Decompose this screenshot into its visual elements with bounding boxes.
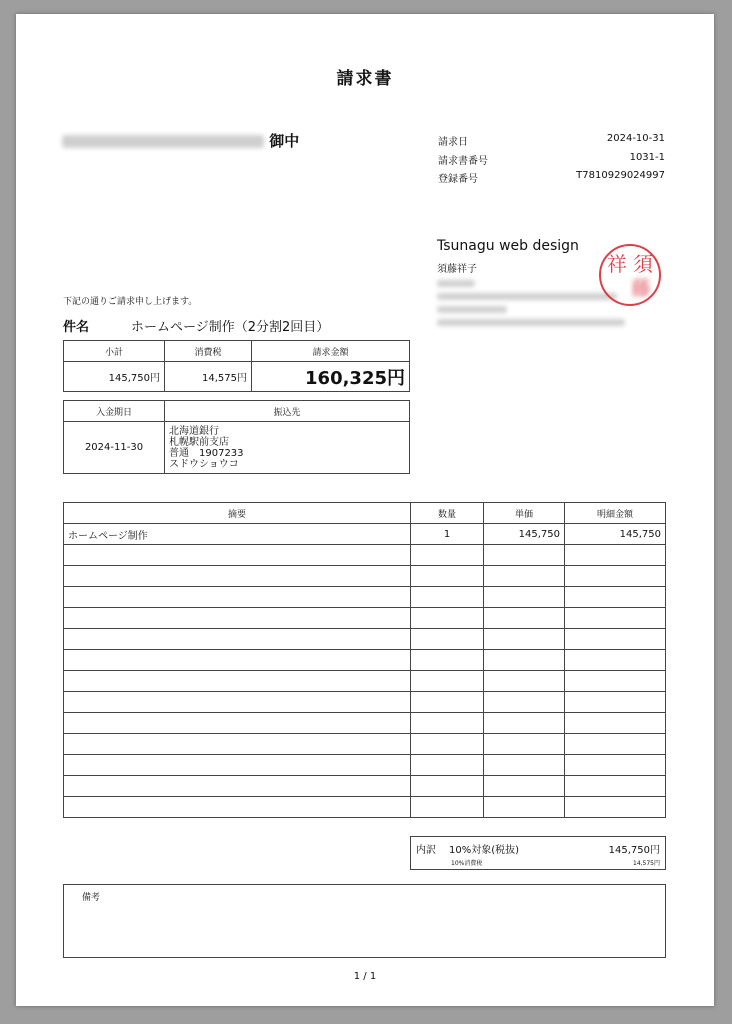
empty-cell [484, 608, 565, 629]
subtotal-header: 小計 [64, 341, 165, 362]
tax-header: 消費税 [165, 341, 252, 362]
empty-cell [484, 566, 565, 587]
due-date-header: 入金期日 [64, 401, 165, 422]
empty-cell [411, 755, 484, 776]
empty-cell [411, 797, 484, 818]
empty-cell [411, 566, 484, 587]
item-qty: 1 [411, 524, 484, 545]
remarks-box [63, 884, 666, 958]
empty-cell [484, 713, 565, 734]
breakdown-label: 内訳 [416, 845, 436, 856]
empty-cell [484, 797, 565, 818]
amount-header: 明細金額 [565, 503, 666, 524]
empty-cell [411, 734, 484, 755]
empty-cell [411, 608, 484, 629]
invoice-number-label: 請求書番号 [438, 156, 488, 167]
empty-cell [565, 650, 666, 671]
invoice-page [16, 14, 714, 1006]
seal-stamp [599, 244, 661, 306]
tax-breakdown [410, 836, 666, 870]
empty-cell [64, 608, 411, 629]
empty-cell [565, 776, 666, 797]
empty-cell [64, 734, 411, 755]
empty-cell [484, 650, 565, 671]
table-row [64, 587, 666, 608]
seal-char-2: 須 [633, 252, 653, 276]
empty-cell [484, 587, 565, 608]
empty-cell [484, 776, 565, 797]
empty-cell [64, 755, 411, 776]
empty-cell [411, 587, 484, 608]
empty-cell [411, 545, 484, 566]
table-row [64, 692, 666, 713]
item-amount: 145,750 [565, 524, 666, 545]
empty-cell [64, 545, 411, 566]
table-row [64, 776, 666, 797]
empty-cell [411, 671, 484, 692]
empty-cell [484, 671, 565, 692]
table-row [64, 755, 666, 776]
empty-cell [64, 692, 411, 713]
empty-cell [484, 545, 565, 566]
table-row [64, 566, 666, 587]
total-amount: 160,325円 [252, 362, 410, 392]
invoice-date-label: 請求日 [438, 137, 468, 148]
breakdown-line-value: 145,750円 [608, 845, 660, 856]
empty-cell [565, 629, 666, 650]
issuer-company: Tsunagu web design [437, 238, 579, 254]
empty-cell [411, 776, 484, 797]
table-row [64, 734, 666, 755]
invoice-date-value: 2024-10-31 [606, 133, 665, 144]
empty-cell [64, 650, 411, 671]
empty-cell [484, 629, 565, 650]
empty-cell [411, 692, 484, 713]
empty-cell [64, 629, 411, 650]
empty-cell [565, 566, 666, 587]
table-row [64, 524, 666, 545]
registration-number-label: 登録番号 [438, 174, 478, 185]
recipient [62, 130, 299, 151]
recipient-suffix: 御中 [269, 132, 300, 150]
payment-table [63, 400, 410, 474]
breakdown-line-label: 10%対象(税抜) [449, 845, 520, 856]
total-header: 請求金額 [252, 341, 410, 362]
empty-cell [64, 713, 411, 734]
empty-cell [565, 671, 666, 692]
qty-header: 数量 [411, 503, 484, 524]
table-row [64, 608, 666, 629]
bank-header: 振込先 [165, 401, 410, 422]
page-number: 1 / 1 [353, 971, 377, 982]
seal-char-3: 藤 [631, 276, 651, 300]
tax-value: 14,575円 [165, 362, 252, 392]
empty-cell [484, 692, 565, 713]
empty-cell [64, 587, 411, 608]
empty-cell [64, 671, 411, 692]
bank-account: 普通 1907233 [169, 447, 244, 459]
empty-cell [64, 797, 411, 818]
empty-cell [565, 545, 666, 566]
item-price: 145,750 [484, 524, 565, 545]
empty-cell [565, 713, 666, 734]
empty-cell [64, 776, 411, 797]
empty-cell [565, 755, 666, 776]
empty-cell [484, 734, 565, 755]
table-row [64, 650, 666, 671]
empty-cell [565, 587, 666, 608]
empty-cell [565, 734, 666, 755]
table-row [64, 629, 666, 650]
issuer-person: 須藤祥子 [437, 264, 477, 275]
registration-number-value: T7810929024997 [576, 170, 665, 181]
redacted-issuer-details [437, 280, 625, 326]
empty-cell [64, 566, 411, 587]
seal-char-1: 祥 [607, 252, 627, 276]
invoice-number-value: 1031-1 [629, 152, 665, 163]
due-date-value: 2024-11-30 [64, 422, 165, 474]
item-desc: ホームページ制作 [64, 524, 411, 545]
subject-label: 件名 [63, 320, 90, 335]
empty-cell [411, 713, 484, 734]
subtotal-value: 145,750円 [64, 362, 165, 392]
price-header: 単価 [484, 503, 565, 524]
table-row [64, 545, 666, 566]
notice-text: 下記の通りご請求申し上げます。 [63, 297, 198, 307]
remarks-label: 備考 [82, 893, 101, 903]
empty-cell [565, 797, 666, 818]
empty-cell [411, 629, 484, 650]
table-row [64, 671, 666, 692]
totals-table [63, 340, 410, 392]
document-title: 請求書 [336, 69, 394, 89]
empty-cell [411, 650, 484, 671]
bank-details [165, 422, 410, 474]
bank-branch: 札幌駅前支店 [169, 436, 229, 448]
empty-cell [565, 692, 666, 713]
breakdown-tax-value: 14,575円 [633, 860, 660, 867]
empty-cell [484, 755, 565, 776]
line-items-table [63, 502, 666, 818]
breakdown-tax-label: 10%消費税 [451, 860, 483, 867]
redacted-recipient-name [62, 135, 264, 148]
bank-name: 北海道銀行 [169, 425, 219, 437]
table-row [64, 797, 666, 818]
table-row [64, 713, 666, 734]
subject-value: ホームページ制作（2分割2回目） [131, 320, 330, 335]
bank-holder: スドウショウコ [169, 458, 239, 470]
empty-cell [565, 608, 666, 629]
desc-header: 摘要 [64, 503, 411, 524]
